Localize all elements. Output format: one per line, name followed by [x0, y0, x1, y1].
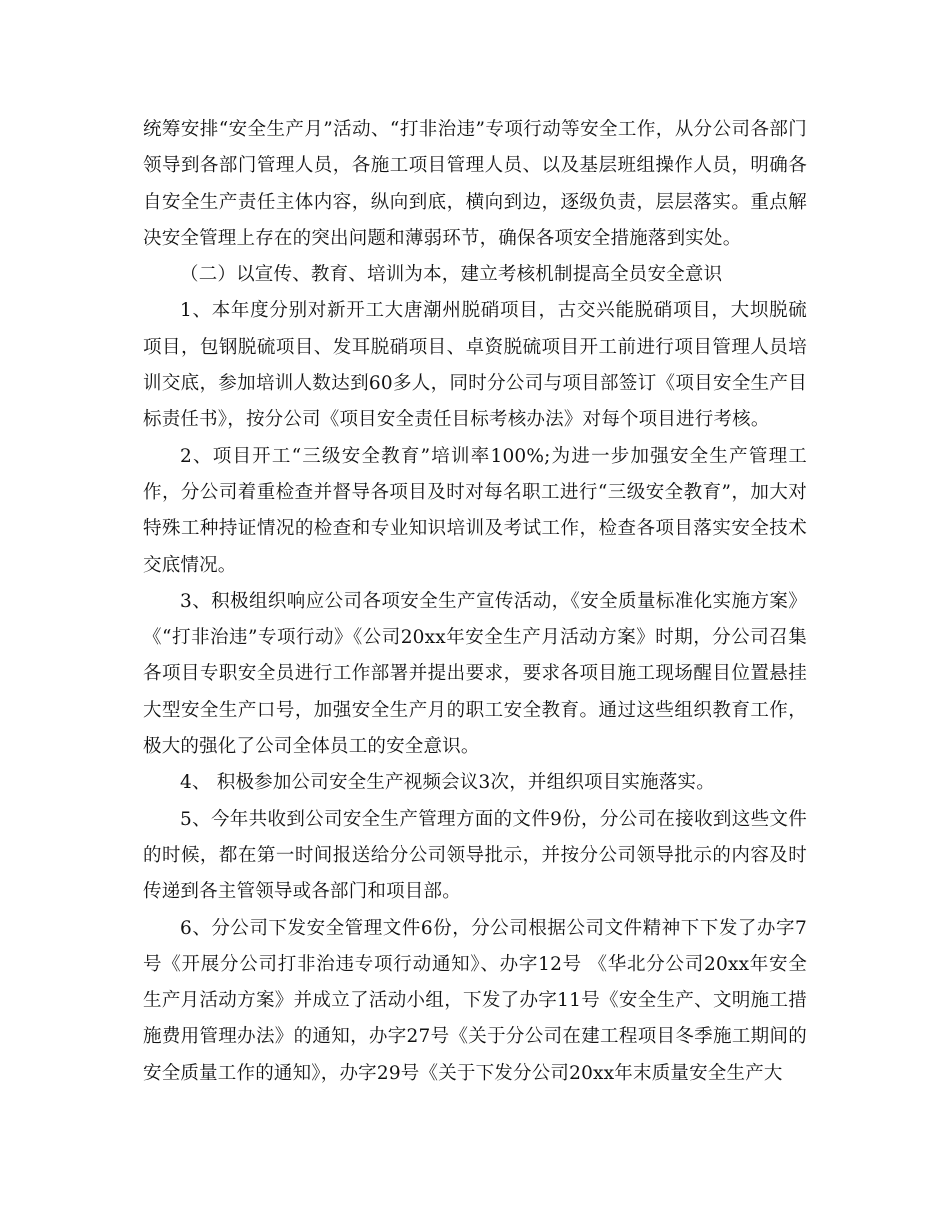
- paragraph-item-3: 3、积极组织响应公司各项安全生产宣传活动，《安全质量标准化实施方案》《“打非治违”专项行动》《公司20xx年安全生产月活动方案》时期，分公司召集各项目专职安全员进行工作部署并提出要求，要求各项目施工现场醒目位置悬挂大型安全生产口号，加强安全生产月的职工安全教育。通过这些组织教育工作，极大的强化了公司全体员工的安全意识。: [143, 590, 807, 758]
- paragraph-item-1: 1、本年度分别对新开工大唐潮州脱硝项目，古交兴能脱硝项目，大坝脱硫项目，包钢脱硫项目、发耳脱硝项目、卓资脱硫项目开工前进行项目管理人员培训交底，参加培训人数达到60多人，同时分公司与项目部签订《项目安全生产目标责任书》，按分公司《项目安全责任目标考核办法》对每个项目进行考核。: [143, 300, 807, 431]
- section-heading: （二）以宣传、教育、培训为本，建立考核机制提高全员安全意识: [180, 264, 723, 286]
- document-body: [143, 112, 807, 1092]
- paragraph-continuation: 统筹安排“安全生产月”活动、“打非治违”专项行动等安全工作，从分公司各部门领导到各部门管理人员，各施工项目管理人员、以及基层班组操作人员，明确各自安全生产责任主体内容，纵向到底，横向到边，逐级负责，层层落实。重点解决安全管理上存在的突出问题和薄弱环节，确保各项安全措施落到实处。: [143, 119, 807, 249]
- paragraph-item-2: 2、项目开工“三级安全教育”培训率100%;为进一步加强安全生产管理工作，分公司着重检查并督导各项目及时对每名职工进行“三级安全教育”，加大对特殊工种持证情况的检查和专业知识培训及考试工作，检查各项目落实安全技术交底情况。: [143, 445, 807, 576]
- paragraph-item-5: 5、今年共收到公司安全生产管理方面的文件9份，分公司在接收到这些文件的时候，都在第一时间报送给分公司领导批示，并按分公司领导批示的内容及时传递到各主管领导或各部门和项目部。: [143, 808, 807, 903]
- paragraph-item-4: 4、 积极参加公司安全生产视频会议3次，并组织项目实施落实。: [180, 772, 715, 794]
- paragraph-item-6: 6、分公司下发安全管理文件6份，分公司根据公司文件精神下下发了办字7号《开展分公司打非治违专项行动通知》、办字12号 《华北分公司20xx年安全生产月活动方案》并成立了活动小组，下发了办字11号《安全生产、文明施工措施费用管理办法》的通知，办字27号《关于分公司在建工程项目冬季施工期间的安全质量工作的通知》，办字29号《关于下发分公司20xx年末质量安全生产大: [143, 917, 807, 1084]
